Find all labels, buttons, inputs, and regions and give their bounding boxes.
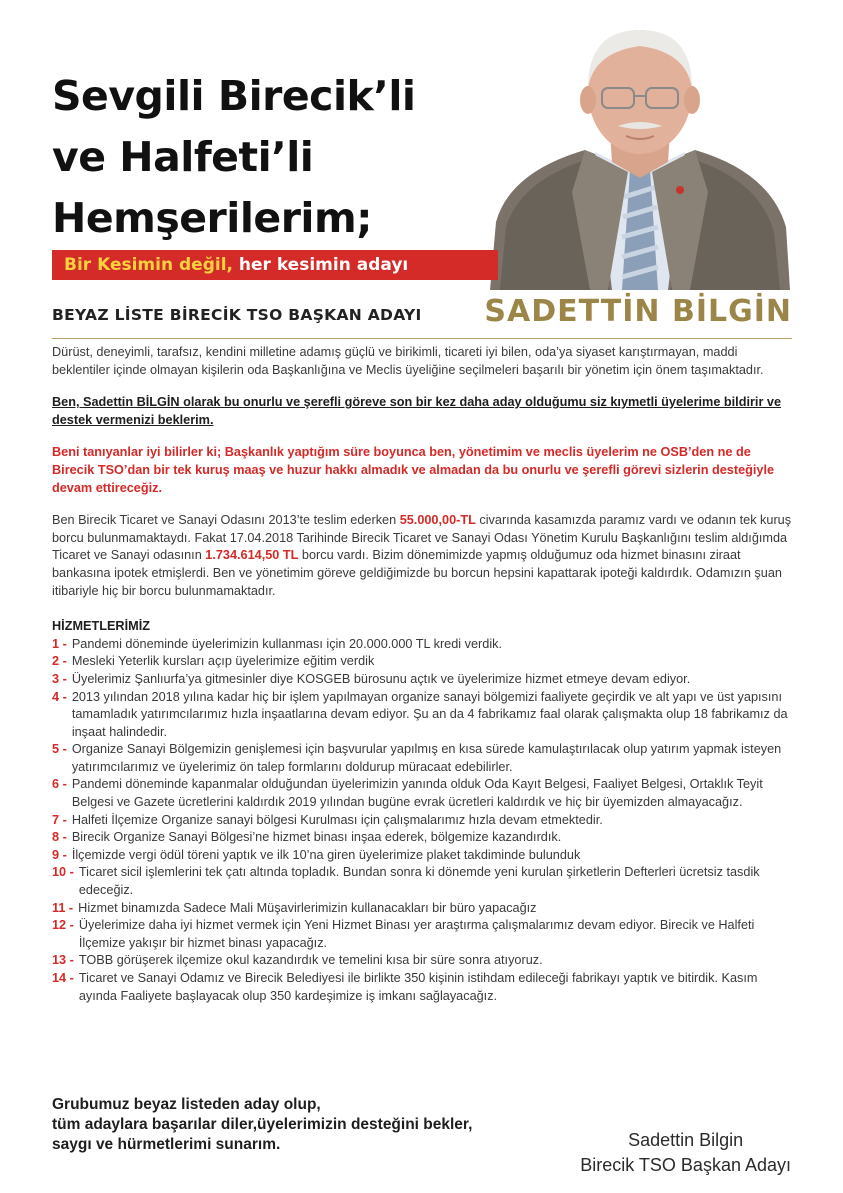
service-number: 10 - xyxy=(52,865,74,880)
services-list-item xyxy=(52,847,792,865)
service-text: Birecik Organize Sanayi Bölgesi’ne hizmet binası inşaa ederek, bölgemize kazandırdık. xyxy=(71,830,562,845)
service-number: 1 - xyxy=(52,636,67,651)
closing-message xyxy=(52,1095,552,1155)
candidacy-paragraph: Ben, Sadettin BİLGİN olarak bu onurlu ve şerefli göreve son bir kez daha aday olduğumu siz kıymetli üyelerime bildirir ve destek vermenizi beklerim. xyxy=(52,395,782,427)
service-number: 5 - xyxy=(52,742,67,757)
service-text: Organize Sanayi Bölgemizin genişlemesi için başvurular yapılmış en kısa sürede kamulaştırılacak olup yatırım yapmak isteyen yatırımcılarımız ve üyelerimiz ön talep formlarını doldurup müracaat edebilirler. xyxy=(71,742,782,774)
service-number: 11 - xyxy=(52,900,74,915)
services-list-item xyxy=(52,741,792,776)
signature-block xyxy=(580,1128,791,1178)
service-text: Halfeti İlçemize Organize sanayi bölgesi Kurulması için çalışmalarımız hızla devam etmektedir. xyxy=(71,812,603,827)
finance-text-2: civarında kasamızda paramız vardı ve odanın tek kuruş borcu bulunmamaktaydı. Fakat 17.04.2018 Tarihinde Birecik Ticaret ve Sanayi Odası Yönetim Kurulu Başkanlığını teslim aldığımda Ticaret ve Sanayi odasının xyxy=(52,513,792,563)
finance-paragraph xyxy=(52,512,792,600)
services-list-item xyxy=(52,636,792,654)
headline-line-3: Hemşerilerim; xyxy=(52,194,373,242)
service-number: 9 - xyxy=(52,847,67,862)
headline xyxy=(52,66,492,249)
services-list xyxy=(52,636,792,1005)
services-list-item xyxy=(52,689,792,742)
list-title: BEYAZ LİSTE BİRECİK TSO BAŞKAN ADAYI xyxy=(52,306,422,324)
headline-line-2: ve Halfeti’li xyxy=(52,133,314,181)
service-text: Üyelerimize daha iyi hizmet vermek için Yeni Hizmet Binası yer araştırma çalışmalarımız devam ediyor. Birecik ve Halfeti İlçemize yakışır bir hizmet binası yapacağız. xyxy=(78,918,755,950)
service-number: 8 - xyxy=(52,830,67,845)
services-list-item xyxy=(52,671,792,689)
service-number: 4 - xyxy=(52,689,67,704)
services-list-item xyxy=(52,917,792,952)
candidate-portrait xyxy=(490,22,790,290)
services-list-item xyxy=(52,653,792,671)
slogan-part-2: her kesimin adayı xyxy=(232,255,409,275)
intro-paragraph: Dürüst, deneyimli, tarafsız, kendini milletine adamış güçlü ve birikimli, ticareti iyi bilen, oda’ya siyaset karıştırmayan, maddi beklentiler içinde olmayan kişilerin oda Başkanlığına ve Meclis üyeliğine seçilmeleri başarılı bir yönetim için önem taşımaktadır. xyxy=(52,345,764,377)
service-number: 6 - xyxy=(52,777,67,792)
signature-title: Birecik TSO Başkan Adayı xyxy=(580,1155,791,1175)
service-number: 7 - xyxy=(52,812,67,827)
services-list-item xyxy=(52,864,792,899)
service-text: Pandemi döneminde üyelerimizin kullanması için 20.000.000 TL kredi verdik. xyxy=(71,636,503,651)
service-text: TOBB görüşerek ilçemize okul kazandırdık ve temelini kısa bir süre sonra atıyoruz. xyxy=(78,953,543,968)
finance-text-1: Ben Birecik Ticaret ve Sanayi Odasını 2013’te teslim ederken xyxy=(52,513,400,528)
services-title: HİZMETLERİMİZ xyxy=(52,619,150,634)
closing-line-1: Grubumuz beyaz listeden aday olup, xyxy=(52,1096,321,1113)
services-list-item xyxy=(52,812,792,830)
finance-amount-1: 55.000,00-TL xyxy=(399,513,476,528)
service-text: İlçemizde vergi ödül töreni yaptık ve ilk 10’na giren üyelerimize plaket takdiminde bulunduk xyxy=(71,847,581,862)
services-list-item xyxy=(52,900,792,918)
headline-line-1: Sevgili Birecik’li xyxy=(52,72,416,120)
slogan-banner xyxy=(52,250,498,280)
service-number: 14 - xyxy=(52,971,74,985)
service-text: Ticaret sicil işlemlerini tek çatı altında topladık. Bundan sonra ki dönemde yeni kurulan şirketlerin Defterleri ücretsiz tasdik edeceğiz. xyxy=(78,865,760,898)
slogan-part-1: Bir Kesimin değil, xyxy=(64,255,233,275)
services-list-item xyxy=(52,829,792,847)
candidate-heading xyxy=(52,294,792,339)
service-text: 2013 yılından 2018 yılına kadar hiç bir işlem yapılmayan organize sanayi bölgemizi faaliyete geçirdik ve alt yapı ve üst yapısını tamamladık yatırımcılarımız hızla inşaatlarına devam ediyor. Şu an da 4 fabrikamız faal olarak çalışmakta olup 18 fabrikamız da inşaat halindedir. xyxy=(71,689,788,739)
finance-amount-2: 1.734.614,50 TL xyxy=(205,548,299,563)
signature-name: Sadettin Bilgin xyxy=(628,1130,744,1150)
candidate-name: SADETTİN BİLGİN xyxy=(484,294,792,329)
service-number: 12 - xyxy=(52,918,74,933)
letter-body xyxy=(52,344,792,1005)
services-list-item xyxy=(52,970,792,1005)
service-number: 13 - xyxy=(52,953,74,968)
service-number: 3 - xyxy=(52,671,67,686)
portrait-illustration xyxy=(490,22,790,290)
service-text: Ticaret ve Sanayi Odamız ve Birecik Belediyesi ile birlikte 350 kişinin istihdam edileceği fabrikayı yaptık ve bitirdik. Kasım ayında Faaliyete başlayacak olup 350 kardeşimize iş imkanı sağlayacağız. xyxy=(78,971,758,1003)
closing-line-3: saygı ve hürmetlerimi sunarım. xyxy=(52,1136,281,1153)
service-text: Pandemi döneminde kapanmalar olduğundan üyelerimizin yanında olduk Oda Kayıt Belgesi, Faaliyet Belgesi, Ortaklık Teyit Belgesi ve Gazete ücretlerini kaldırdık 2019 yılından bugüne evrak ücretleri kaldırdık ve hiç bir üyemizden almayacağız. xyxy=(71,777,763,810)
services-list-item xyxy=(52,952,792,970)
service-number: 2 - xyxy=(52,654,67,669)
finance-text-3: borcu vardı. Bizim dönemimizde yapmış olduğumuz oda hizmet binasını ziraat bankasına ipotek etmişlerdi. Ben ve yönetimim göreve geldiğimizde bu borcun hepsini kapattarak ipoteği kaldırdık. Odamızın şuan itibariyle hiç bir borcu bulunmamaktadır. xyxy=(52,548,782,598)
service-text: Üyelerimiz Şanlıurfa’ya gitmesinler diye KOSGEB bürosunu açtık ve üyelerimize hizmet etmeye devam ediyor. xyxy=(71,671,691,686)
no-salary-paragraph: Beni tanıyanlar iyi bilirler ki; Başkanlık yaptığım süre boyunca ben, yönetimim ve meclis üyelerim ne OSB’den ne de Birecik TSO’dan bir tek kuruş maaş ve huzur hakkı almadık ve almadan da bu onurlu ve şerefli görevi sizlerin desteğiyle devam ettireceğiz. xyxy=(52,445,775,495)
closing-line-2: tüm adaylara başarılar diler,üyelerimizin desteğini bekler, xyxy=(52,1116,473,1133)
service-text: Mesleki Yeterlik kursları açıp üyelerimize eğitim verdik xyxy=(71,654,375,669)
services-list-item xyxy=(52,776,792,811)
service-text: Hizmet binamızda Sadece Mali Müşavirlerimizin kullanacakları bir büro yapacağız xyxy=(78,900,537,915)
